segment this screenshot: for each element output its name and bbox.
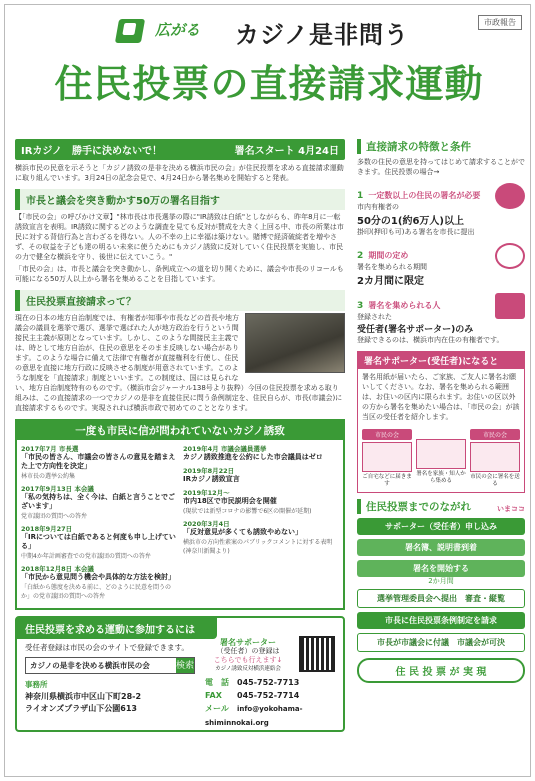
event-text: 「市民の皆さん、市議会の皆さんの意見を踏まえた上で方向性を決定」 bbox=[21, 453, 176, 470]
intro-start: 署名スタート 4月24日 bbox=[234, 146, 339, 157]
search-icon[interactable]: 検索 bbox=[176, 658, 194, 673]
flow-step: 選挙管理委員会へ提出 審査・縦覧 bbox=[357, 589, 525, 608]
event-text: 「市民から意見問う機会や具体的な方法を検討」 bbox=[21, 573, 175, 581]
event-text: IRカジノ誘致宣言 bbox=[183, 475, 240, 483]
feature-line: 登録された bbox=[357, 313, 392, 321]
event-text: 市内18区で市民説明会を開催 bbox=[183, 497, 277, 505]
event-text: 「私の気持ちは、全く今は、白紙と言うことでございます」 bbox=[21, 493, 175, 510]
event-source: (現状では新型コロナの影響で6区の開催が延期) bbox=[183, 508, 312, 515]
flow-arrow: 2か月間 bbox=[428, 577, 454, 585]
fax-label: FAX bbox=[205, 691, 222, 700]
left-column bbox=[15, 139, 345, 732]
feature-big: 2カ月間に限定 bbox=[357, 276, 424, 287]
card-title: 市民の会 bbox=[362, 429, 412, 440]
flyer-page bbox=[4, 4, 531, 777]
feature-head: 期間の定め bbox=[368, 251, 409, 260]
event-source: 「白紙から態度を決める前に、どのように民意を問うのか」の党市議団の質問への答弁 bbox=[21, 584, 172, 600]
report-tag: 市政報告 bbox=[478, 15, 522, 30]
features-title: 直接請求の特徴と条件 bbox=[357, 139, 525, 154]
timeline-event bbox=[183, 519, 339, 555]
timeline-event bbox=[21, 524, 177, 560]
supporter-title: 署名サポーター(受任者)になると bbox=[358, 352, 524, 369]
intro-body: 横浜市民の民意を示そうと「カジノ誘致の是非を決める横浜市民の会」が住民投票を求める直接請求運動に取り組んでいます。3月24日の記念会見で、4月24日から署名集めを開始すると発表。 bbox=[15, 164, 344, 182]
contact-block bbox=[205, 676, 343, 730]
subtitle-italic: 広がる bbox=[155, 21, 201, 39]
card-sub: 署名を家族・知人から集める bbox=[416, 471, 466, 484]
mail-address[interactable]: info@yokohama-shiminnokai.org bbox=[205, 705, 303, 727]
flow-step: 市長が市議会に付議 市議会が可決 bbox=[357, 633, 525, 652]
now-marker: いまココ bbox=[497, 505, 525, 513]
envelope-icon bbox=[362, 442, 412, 472]
timeline-event bbox=[183, 488, 339, 515]
feature-line2: 掛印(押印も可)ある署名を市長に提出 bbox=[357, 228, 475, 236]
office-address-1: 神奈川県横浜市中区山下町28-2 bbox=[25, 692, 142, 701]
feature-big: 受任者(署名サポーター)のみ bbox=[357, 325, 474, 335]
timeline-right bbox=[183, 444, 339, 604]
ballot-icon bbox=[115, 19, 145, 43]
card-sub: ご自宅などに届きます bbox=[362, 474, 412, 487]
search-text: カジノの是非を決める横浜市民の会 bbox=[30, 661, 150, 670]
card-title: 市民の会 bbox=[470, 429, 520, 440]
timeline-left bbox=[21, 444, 177, 604]
sign-org: カジノ誘致反対横浜連絡会 bbox=[215, 666, 281, 672]
timeline-box bbox=[15, 419, 345, 610]
stopwatch-icon bbox=[495, 243, 525, 269]
timeline-event bbox=[21, 444, 177, 480]
section1-title: 市長と議会を突き動かす50万の署名目指す bbox=[15, 189, 345, 210]
sign-sub2: こちらでも行えます↓ bbox=[213, 656, 283, 664]
feature-line2: 登録できるのは、横浜市内在住の有権者です。 bbox=[357, 336, 504, 344]
people-icon bbox=[416, 439, 466, 469]
qr-code-icon[interactable] bbox=[299, 636, 335, 672]
section1-body2: 「市民の会」は、市長と議会を突き動かし、条例成立への道を切り開くために、議会や市長のリコールも可能になる50万人以上から署名を集めることを目指しています。 bbox=[15, 265, 344, 283]
feature-item bbox=[357, 293, 525, 345]
event-source: 中期4か年計画審査での党市議団の質問への答弁 bbox=[21, 553, 151, 560]
event-text: カジノ誘致推進を公約にした市会議員はゼロ bbox=[183, 453, 323, 461]
feature-head: 署名を集められる人 bbox=[368, 301, 441, 310]
flow-header bbox=[357, 499, 525, 514]
event-source: 横浜市の方向性素案のパブリックコメントに対する表明(神奈川新聞より) bbox=[183, 539, 333, 555]
flow-step: 署名を開始する bbox=[357, 560, 525, 577]
intro-headline: IRカジノ 勝手に決めないで！ bbox=[21, 146, 163, 157]
event-date: 2020年3月4日 bbox=[183, 520, 230, 528]
section2-body: 現在の日本の地方自治制度では、有権者が知事や市長などの首長や地方議会の議員を選挙で選び、選挙で選ばれた人が地方政治を行うという間接民主主義が原則となっています。しかし、このような間接民主主義では、時として地方自治が、住民の意思をそのまま反映しない場合があります。このような場合に備えて法律で有権者が直接権利を行使し、住民の意思を直接に地方行政に反映させる制度が用意されています。このような制度を「直接請求」制度といいます。この制度は、国には見られない、地方自治制度特有のものです。（横浜市会ジャーナル138号より抜粋）今回の住民投票を求める取り組みは、この直接請求の一つでカジノの是非を直接住民に問う条例制定を、住民自らが、市長(市議会)に直接請求するものです。実現されれば横浜市政で初めてのこととなります。 bbox=[15, 314, 343, 412]
supporter-body: 署名用紙が届いたら、ご家族、ご友人に署名お願いしてください。なお、署名を集められる範囲は、お住いの区内に限られます。お住いの区以外の方から署名を集めたい場合は、「市民の会」が該当区の受任者を紹介します。 bbox=[362, 373, 520, 421]
mail-label: メール bbox=[205, 704, 229, 713]
join-line: 受任者登録は市民の会のサイトで登録できます。 bbox=[25, 643, 189, 652]
feature-num: 3 bbox=[357, 301, 364, 311]
fax-number: 045-752-7714 bbox=[237, 691, 300, 700]
feature-num: 2 bbox=[357, 251, 364, 261]
flow-card bbox=[362, 429, 412, 488]
event-date: 2018年12月8日 本会議 bbox=[21, 565, 94, 573]
flow-final: 住 民 投 票 が 実 現 bbox=[357, 658, 525, 683]
timeline-title: 一度も市民に信が問われていないカジノ誘致 bbox=[17, 421, 343, 440]
event-source: 林市長の選挙公約集 bbox=[21, 473, 76, 480]
assembly-photo bbox=[245, 313, 345, 373]
section2-title: 住民投票直接請求って？ bbox=[15, 290, 345, 311]
tel-label: 電 話 bbox=[205, 678, 229, 687]
document-icon bbox=[495, 293, 525, 319]
flow-step: サポーター（受任者）申し込み bbox=[357, 518, 525, 535]
timeline-event bbox=[183, 444, 339, 462]
feature-num: 1 bbox=[357, 191, 364, 201]
right-column bbox=[357, 139, 525, 683]
feature-big: 50分の1(約6万人)以上 bbox=[357, 216, 464, 227]
timeline-event bbox=[21, 564, 177, 600]
office-address-2: ライオンズプラザ山下公園613 bbox=[25, 704, 137, 713]
event-date: 2019年8月22日 bbox=[183, 467, 235, 475]
features-intro: 多数の住民の意思を持ってはじめて請求することができます。住民投票の場合→ bbox=[357, 158, 525, 176]
office-block bbox=[25, 679, 205, 715]
flow-step: 署名簿、説明書到着 bbox=[357, 539, 525, 556]
flow-card bbox=[470, 429, 520, 488]
subtitle-main: カジノ是非問う bbox=[235, 21, 410, 49]
supporter-box bbox=[357, 351, 525, 493]
tel-number: 045-752-7713 bbox=[237, 678, 300, 687]
flow-step: 市長に住民投票条例制定を請求 bbox=[357, 612, 525, 629]
section1-body1: 【「市民の会」の呼びかけ文章】"林市長は市長選挙の際に"IR誘致は白紙"としながらも、昨年8月に一転誘致宣言を表明。IR誘致に関するどのような調査を見ても反対が賛成を大きく上回る中、市長の所業は市民に対する背信行為と言わざるを得ない。人の不幸の上に幸福は築けない。賭博で経済破綻者を増やさず、その収益を子ども達の明るい未来に使うためにもカジノ誘致に反対していく住民投票を実施し、市民の力で健全な横浜を守り、後世に伝えていこう。" bbox=[15, 213, 344, 261]
event-date: 2018年9月27日 bbox=[21, 525, 73, 533]
people-icon bbox=[495, 183, 525, 209]
timeline-event bbox=[183, 466, 339, 484]
event-date: 2017年7月 市長選 bbox=[21, 445, 79, 453]
intro-banner bbox=[15, 139, 345, 160]
event-text: 「IRについては白紙であると何度も申し上げている」 bbox=[21, 533, 176, 550]
office-label: 事務所 bbox=[25, 680, 48, 689]
join-box bbox=[15, 616, 345, 732]
sign-sub: （受任者）の登録は bbox=[216, 647, 280, 655]
feature-head: 一定数以上の住民の署名が必要 bbox=[368, 191, 481, 200]
sign-register bbox=[213, 638, 283, 674]
event-date: 2017年9月13日 本会議 bbox=[21, 485, 94, 493]
mailbox-icon bbox=[470, 442, 520, 472]
flow-card bbox=[416, 429, 466, 488]
sign-title: 署名サポーター bbox=[220, 638, 276, 647]
page-title: 住民投票の直接請求運動 bbox=[54, 62, 484, 106]
timeline-event bbox=[21, 484, 177, 520]
event-date: 2019年12月〜 bbox=[183, 489, 230, 497]
join-title: 住民投票を求める運動に参加するには bbox=[17, 618, 217, 639]
event-source: 党市議団の質問への答弁 bbox=[21, 513, 88, 520]
card-sub: 市民の会に署名を送る bbox=[470, 474, 520, 487]
feature-line: 市内有権者の bbox=[357, 203, 399, 211]
search-box[interactable] bbox=[25, 657, 195, 674]
event-text: 「反対意見が多くても誘致やめない」 bbox=[183, 528, 302, 536]
event-date: 2019年4月 市議会議員選挙 bbox=[183, 445, 267, 453]
feature-item bbox=[357, 183, 525, 237]
flow-title: 住民投票までのながれ bbox=[357, 499, 471, 514]
feature-line: 署名を集められる期間 bbox=[357, 263, 427, 271]
feature-item bbox=[357, 243, 525, 287]
